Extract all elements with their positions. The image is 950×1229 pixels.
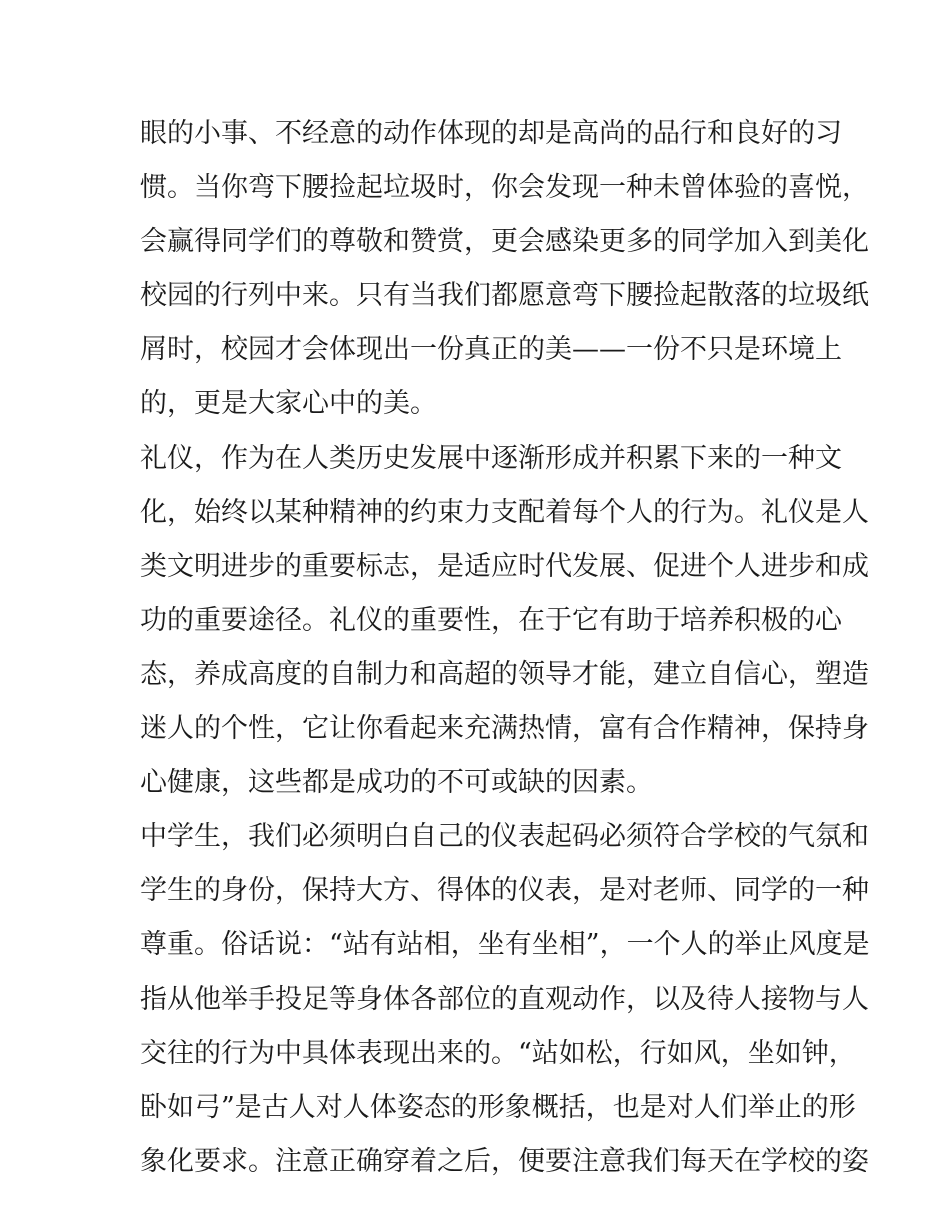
text-line: 屑时，校园才会体现出一份真正的美——一份不只是环境上 [140,334,842,366]
text-line: 类文明进步的重要标志，是适应时代发展、促进个人进步和成 [140,550,869,582]
text-line: 学生的身份，保持大方、得体的仪表，是对老师、同学的一种 [140,875,869,907]
text-line: 象化要求。注意正确穿着之后，便要注意我们每天在学校的姿 [140,1145,869,1177]
body-text [140,107,870,1189]
text-line: 化，始终以某种精神的约束力支配着每个人的行为。礼仪是人 [140,496,869,528]
text-line: 卧如弓”是古人对人体姿态的形象概括，也是对人们举止的形 [140,1091,856,1123]
text-line: 交往的行为中具体表现出来的。“站如松，行如风，坐如钟， [140,1037,856,1069]
text-line: 指从他举手投足等身体各部位的直观动作，以及待人接物与人 [140,983,869,1015]
text-line: 礼仪，作为在人类历史发展中逐渐形成并积累下来的一种文 [140,442,842,474]
text-line: 的，更是大家心中的美。 [140,388,437,420]
text-line: 态，养成高度的自制力和高超的领导才能，建立自信心，塑造 [140,658,869,690]
text-line: 迷人的个性，它让你看起来充满热情，富有合作精神，保持身 [140,713,869,745]
text-line: 心健康，这些都是成功的不可或缺的因素。 [140,767,653,799]
text-line: 中学生，我们必须明白自己的仪表起码必须符合学校的气氛和 [140,821,869,853]
text-line: 眼的小事、不经意的动作体现的却是高尚的品行和良好的习 [140,118,842,149]
text-line: 校园的行列中来。只有当我们都愿意弯下腰捡起散落的垃圾纸 [140,280,869,312]
text-line: 惯。当你弯下腰捡起垃圾时，你会发现一种未曾体验的喜悦， [140,172,869,204]
text-line: 会赢得同学们的尊敬和赞赏，更会感染更多的同学加入到美化 [140,226,869,258]
text-line: 尊重。俗话说：“站有站相，坐有坐相”，一个人的举止风度是 [140,929,870,961]
text-line: 功的重要途径。礼仪的重要性，在于它有助于培养积极的心 [140,604,842,636]
